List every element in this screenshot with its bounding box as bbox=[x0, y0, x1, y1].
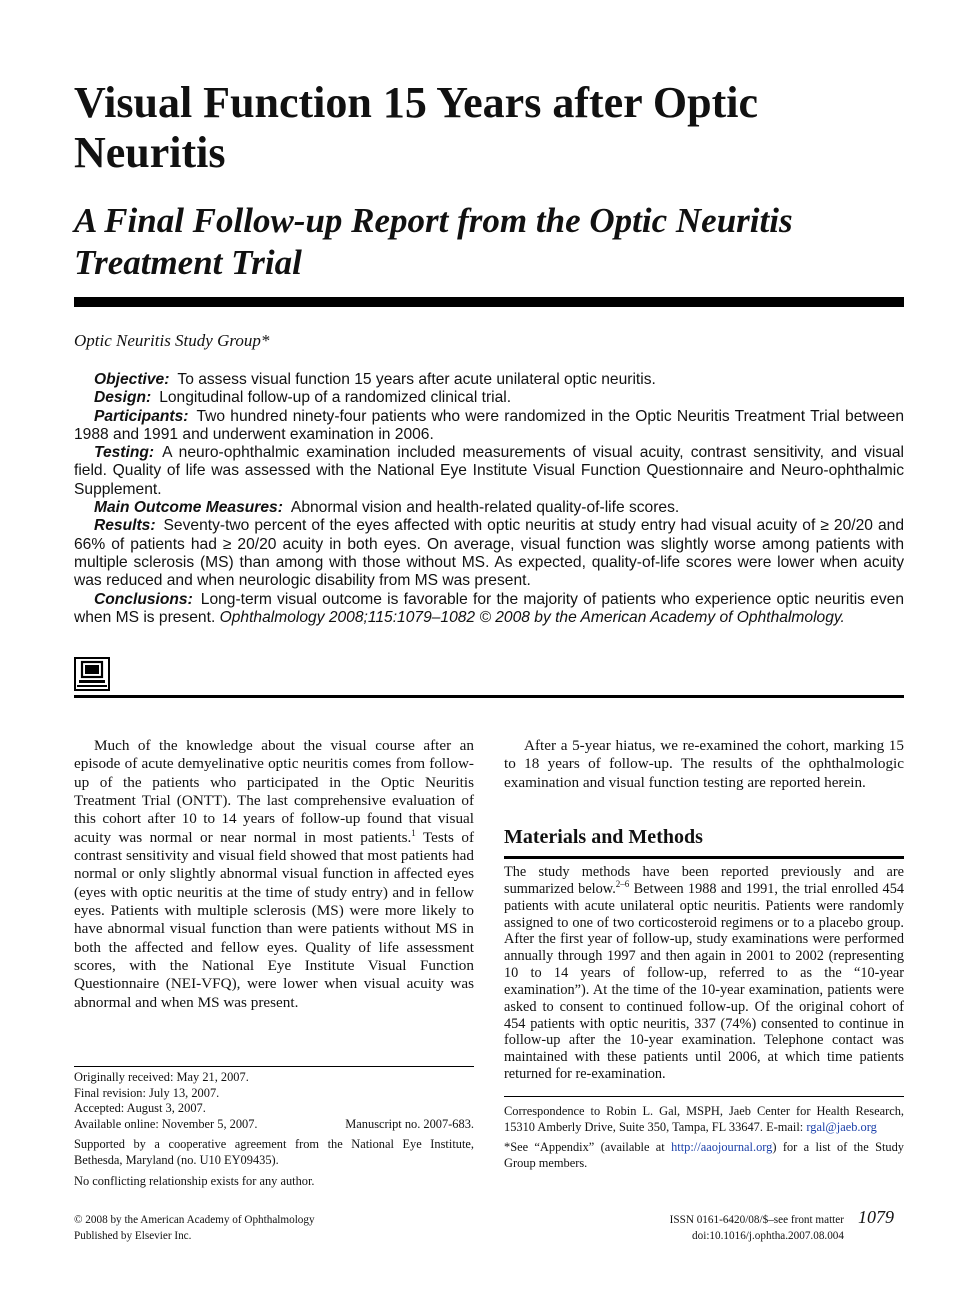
body-text: Much of the knowledge about the visual course after an episode of acute demyelinative optic neuritis comes from follow-up of the patients who participated in the Optic Neuritis Treatment Trial (ONTT). The last comprehensive evaluation of this cohort after 10 to 14 years of follow-up found that visual acuity was normal or near normal in most patients. bbox=[74, 737, 474, 846]
abstract-text: Two hundred ninety-four patients who were randomized in the Optic Neuritis Treatment Trial between 1988 and 1991 and underwent examination in 2006. bbox=[74, 407, 904, 443]
online-date: Available online: November 5, 2007. bbox=[74, 1116, 258, 1131]
abstract-text: To assess visual function 15 years after acute unilateral optic neuritis. bbox=[177, 371, 656, 388]
publisher-line: Published by Elsevier Inc. bbox=[74, 1229, 192, 1242]
abstract-text: Long-term visual outcome is favorable for the majority of patients who experience optic neuritis even when MS is present. bbox=[74, 590, 904, 626]
article-title: Visual Function 15 Years after Optic Neuritis bbox=[74, 78, 758, 177]
doi-line: doi:10.1016/j.ophtha.2007.08.004 bbox=[692, 1229, 844, 1242]
correspondence bbox=[504, 1104, 904, 1135]
article-subtitle: A Final Follow-up Report from the Optic Neuritis Treatment Trial bbox=[74, 201, 793, 282]
computer-icon bbox=[74, 657, 110, 691]
abstract-label: Results: bbox=[94, 517, 156, 535]
abstract-label: Main Outcome Measures: bbox=[94, 499, 283, 517]
journal-url-link[interactable]: http://aaojournal.org bbox=[671, 1140, 773, 1155]
abstract-text: A neuro-ophthalmic examination included measurements of visual acuity, contrast sensitivity, and visual field. Quality of life was assessed with the National Eye Institute Visual Function Questionnaire and Neuro-ophthalmic Supplement. bbox=[74, 444, 904, 498]
accepted-date: Accepted: August 3, 2007. bbox=[74, 1101, 206, 1116]
conflict-note: No conflicting relationship exists for any author. bbox=[74, 1173, 315, 1188]
abstract-objective bbox=[74, 371, 904, 389]
abstract-text: Longitudinal follow-up of a randomized clinical trial. bbox=[159, 389, 512, 407]
reference-marker[interactable]: 2–6 bbox=[615, 878, 630, 889]
abstract-text: Seventy-two percent of the eyes affected with optic neuritis at study entry had visual acuity of ≥ 20/20 and 66% of patients had ≥ 20/20 acuity in both eyes. On average, visual function was slightly worse among patients with multiple sclerosis (MS) than among with those without MS. As expected, quality-of-life scores were lower when acuity was reduced and when neurologic disability from MS was present. bbox=[74, 517, 904, 590]
footer-publisher bbox=[74, 1213, 315, 1244]
section-heading-methods: Materials and Methods bbox=[504, 826, 703, 848]
body-text: The study methods have been reported previously and are summarized below. bbox=[504, 864, 904, 897]
intro-column bbox=[74, 737, 474, 1012]
appendix-note bbox=[504, 1140, 904, 1171]
correspondence-notes bbox=[504, 1104, 904, 1171]
abstract-results bbox=[74, 517, 904, 590]
author-line: Optic Neuritis Study Group* bbox=[74, 331, 270, 350]
abstract-text: Abnormal vision and health-related quality-of-life scores. bbox=[290, 499, 680, 517]
body-text: Tests of contrast sensitivity and visual field showed that most patients had normal or only slightly abnormal visual function in affected eyes (eyes with optic neuritis at the time of study entry) and in fellow eyes. Patients with multiple sclerosis (MS) were more likely to have abnormal visual function than were patients without MS in both the affected and fellow eyes. Quality of life assessment scores, with the National Eye Institute Visual Function Questionnaire (NEI-VFQ), were lower when visual acuity was abnormal and when MS was present. bbox=[74, 828, 475, 1011]
copyright-line: © 2008 by the American Academy of Ophthalmology bbox=[74, 1214, 315, 1226]
abstract-label: Conclusions: bbox=[94, 590, 193, 608]
footer-identifiers bbox=[640, 1213, 844, 1244]
abstract-label: Participants: bbox=[94, 407, 189, 425]
manuscript-number: Manuscript no. 2007-683. bbox=[345, 1116, 474, 1131]
title-rule bbox=[74, 297, 904, 307]
abstract-testing bbox=[74, 444, 904, 499]
footnote-rule bbox=[504, 1096, 904, 1097]
email-link[interactable]: rgal@jaeb.org bbox=[806, 1119, 877, 1134]
abstract-label: Design: bbox=[94, 389, 152, 407]
issn-line: ISSN 0161-6420/08/$–see front matter bbox=[669, 1214, 844, 1226]
received-date: Originally received: May 21, 2007. bbox=[74, 1070, 249, 1084]
revision-date: Final revision: July 13, 2007. bbox=[74, 1085, 220, 1100]
body-paragraph: After a 5-year hiatus, we re-examined the cohort, marking 15 to 18 years of follow-up. The results of the ophthalmologic examination and visual function testing are reported herein. bbox=[504, 737, 904, 791]
abstract-conclusions bbox=[74, 591, 904, 628]
online-row bbox=[74, 1117, 474, 1133]
methods-column bbox=[504, 864, 904, 1083]
abstract-design bbox=[74, 389, 904, 407]
reference-marker[interactable]: 1 bbox=[411, 827, 416, 838]
page-number: 1079 bbox=[858, 1207, 894, 1227]
funding-note: Supported by a cooperative agreement from the National Eye Institute, Bethesda, Maryland (no. U10 EY09435). bbox=[74, 1137, 474, 1167]
abstract-label: Testing: bbox=[94, 444, 155, 462]
intro-paragraph bbox=[74, 737, 474, 1012]
journal-citation: Ophthalmology 2008;115:1079–1082 © 2008 by the American Academy of Ophthalmology. bbox=[219, 608, 845, 626]
abstract-outcome bbox=[74, 499, 904, 517]
appendix-text: *See “Appendix” (available at bbox=[504, 1140, 665, 1155]
abstract-rule bbox=[74, 695, 904, 698]
body-text: Between 1988 and 1991, the trial enrolled 454 patients with acute unilateral optic neuritis. Patients were randomly assigned to one of two corticosteroid regimens or to a placebo group. After the first year of follow-up, study examinations were performed annually through 1997 and then again in 2001 to 2002 (representing 10 to 14 years of follow-up, referred to as the “10-year examination”). At the time of the 10-year examination, patients were asked to consent to continued follow-up. Of the original cohort of 454 patients with optic neuritis, 337 (74%) consented to continue in follow-up after the 10-year examination. Telephone contact was maintained with these patients until 2006, at which time patients returned for re-examination. bbox=[504, 880, 905, 1083]
abstract-label: Objective: bbox=[94, 371, 170, 388]
section-rule bbox=[504, 856, 904, 859]
footnote-rule bbox=[74, 1066, 474, 1067]
correspondence-text: Correspondence to Robin L. Gal, MSPH, Jaeb Center for Health Research, 15310 Amberly Drive, Suite 350, Tampa, FL 33647. E-mail: bbox=[504, 1104, 904, 1134]
abstract bbox=[74, 371, 904, 627]
methods-paragraph bbox=[504, 864, 904, 1083]
abstract-participants bbox=[74, 408, 904, 445]
article-history bbox=[74, 1070, 474, 1189]
appendix-text: ) for a list of the Study Group members. bbox=[504, 1140, 905, 1170]
intro-continued bbox=[504, 737, 904, 792]
